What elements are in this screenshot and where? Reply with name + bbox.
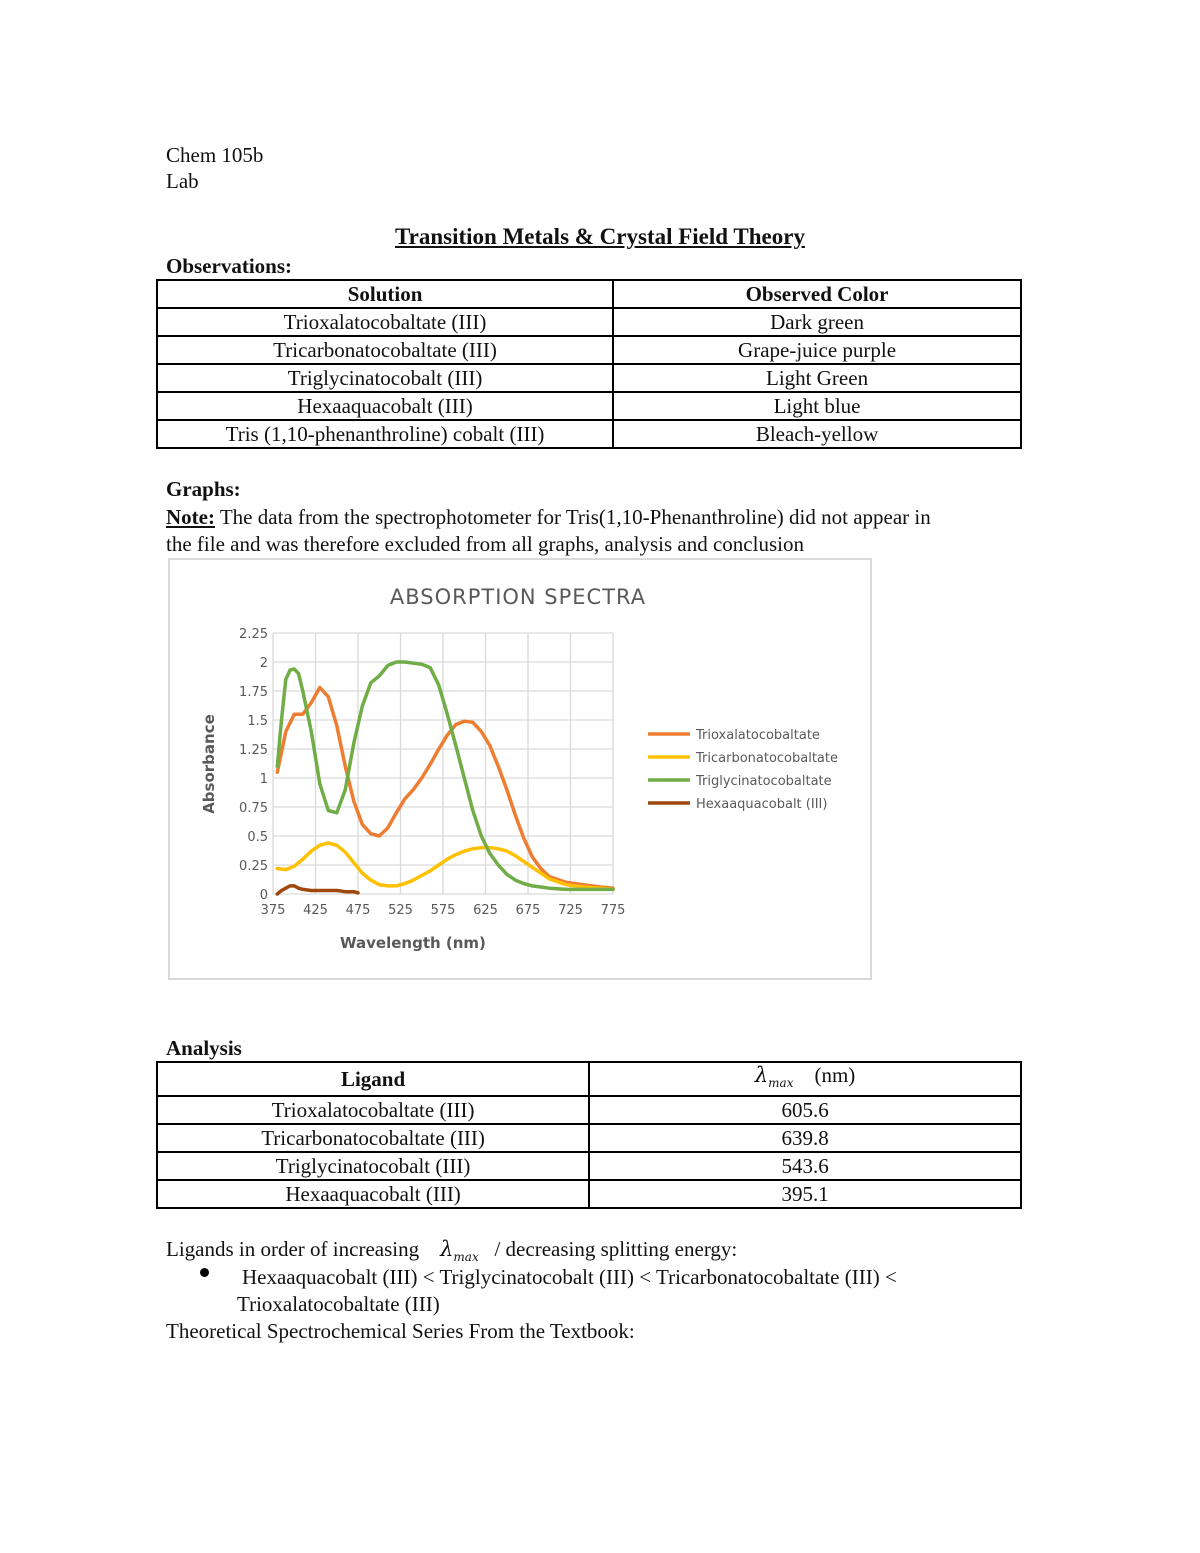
color-cell: Bleach-yellow xyxy=(613,420,1021,448)
series-line xyxy=(277,843,613,889)
color-cell: Light blue xyxy=(613,392,1021,420)
bullet-line-1: Hexaaquacobalt (III) < Triglycinatocobalt (III) < Tricarbonatocobaltate (III) < xyxy=(242,1265,897,1289)
chart-grid xyxy=(273,633,613,894)
x-tick-label: 575 xyxy=(430,903,456,918)
column-header: Ligand xyxy=(157,1062,589,1096)
legend-label: Hexaaquacobalt (III) xyxy=(696,797,828,812)
table-header-row xyxy=(157,280,1021,308)
lambda-cell: 543.6 xyxy=(589,1152,1021,1180)
bullet-icon xyxy=(200,1268,209,1277)
order-prefix: Ligands in order of increasing xyxy=(166,1237,420,1261)
chart-title: ABSORPTION SPECTRA xyxy=(389,585,647,609)
absorption-chart xyxy=(168,558,872,980)
lambda-symbol xyxy=(440,1237,479,1265)
lambda-char: λ xyxy=(440,1237,454,1261)
solution-cell: Tris (1,10-phenanthroline) cobalt (III) xyxy=(157,420,613,448)
table-header-row xyxy=(157,1062,1021,1096)
theoretical-series-label: Theoretical Spectrochemical Series From the Textbook: xyxy=(166,1319,635,1343)
graphs-heading: Graphs: xyxy=(166,477,241,501)
note-line-2: the file and was therefore excluded from all graphs, analysis and conclusion xyxy=(166,532,804,556)
note-line-1 xyxy=(166,504,931,530)
ligand-cell: Tricarbonatocobaltate (III) xyxy=(157,1124,589,1152)
unit-label: (nm) xyxy=(814,1063,856,1087)
course-name: Chem 105b xyxy=(166,143,264,167)
legend-label: Tricarbonatocobaltate xyxy=(696,751,838,766)
lambda-cell: 395.1 xyxy=(589,1180,1021,1208)
ligand-cell: Triglycinatocobalt (III) xyxy=(157,1152,589,1180)
lambda-cell: 605.6 xyxy=(589,1096,1021,1124)
x-tick-label: 675 xyxy=(515,903,541,918)
x-tick-label: 475 xyxy=(345,903,371,918)
column-header: Observed Color xyxy=(613,280,1021,308)
solution-cell: Triglycinatocobalt (III) xyxy=(157,364,613,392)
table-row xyxy=(157,1152,1021,1180)
page-title: Transition Metals & Crystal Field Theory xyxy=(395,224,805,249)
series-line xyxy=(277,688,613,889)
legend-label: Trioxalatocobaltate xyxy=(696,728,820,743)
solution-cell: Tricarbonatocobaltate (III) xyxy=(157,336,613,364)
y-tick-label: 0.25 xyxy=(239,859,268,874)
y-tick-label: 0 xyxy=(259,888,268,903)
note-label: Note: xyxy=(166,505,215,529)
y-tick-label: 1.5 xyxy=(247,714,268,729)
observations-heading: Observations: xyxy=(166,254,292,278)
table-row xyxy=(157,308,1021,336)
note-text: The data from the spectrophotometer for Tris(1,10-Phenanthroline) did not appear in xyxy=(214,505,931,529)
chart-svg xyxy=(170,560,870,978)
table-row xyxy=(157,364,1021,392)
lambda-subscript: max xyxy=(768,1076,794,1091)
legend-label: Triglycinatocobaltate xyxy=(696,774,832,789)
observations-table xyxy=(156,279,1022,449)
lambda-subscript: max xyxy=(453,1250,479,1265)
color-cell: Light Green xyxy=(613,364,1021,392)
table-row xyxy=(157,420,1021,448)
table-row xyxy=(157,1124,1021,1152)
solution-cell: Trioxalatocobaltate (III) xyxy=(157,308,613,336)
table-row xyxy=(157,1180,1021,1208)
x-axis-label: Wavelength (nm) xyxy=(340,934,486,952)
chart-legend xyxy=(648,728,838,812)
x-tick-label: 375 xyxy=(260,903,286,918)
y-tick-label: 0.75 xyxy=(239,801,268,816)
lambda-cell: 639.8 xyxy=(589,1124,1021,1152)
bullet-line-2: Trioxalatocobaltate (III) xyxy=(237,1292,440,1316)
color-cell: Grape-juice purple xyxy=(613,336,1021,364)
series-line xyxy=(277,886,358,894)
x-tick-label: 775 xyxy=(600,903,626,918)
column-header: Solution xyxy=(157,280,613,308)
lambda-symbol xyxy=(754,1063,794,1091)
y-axis-label: Absorbance xyxy=(200,714,218,814)
color-cell: Dark green xyxy=(613,308,1021,336)
ligand-cell: Hexaaquacobalt (III) xyxy=(157,1180,589,1208)
y-tick-label: 1.75 xyxy=(239,685,268,700)
order-suffix: / decreasing splitting energy: xyxy=(494,1237,738,1261)
x-tick-label: 725 xyxy=(558,903,583,918)
analysis-heading: Analysis xyxy=(166,1036,242,1060)
doc-type: Lab xyxy=(166,169,199,193)
solution-cell: Hexaaquacobalt (III) xyxy=(157,392,613,420)
table-row xyxy=(157,392,1021,420)
x-tick-label: 425 xyxy=(303,903,328,918)
y-tick-label: 2 xyxy=(259,656,268,671)
x-tick-label: 525 xyxy=(388,903,413,918)
lambda-max-header xyxy=(589,1062,1021,1096)
y-tick-label: 1.25 xyxy=(239,743,268,758)
x-tick-label: 625 xyxy=(473,903,498,918)
ligand-cell: Trioxalatocobaltate (III) xyxy=(157,1096,589,1124)
y-tick-label: 1 xyxy=(259,772,268,787)
table-row xyxy=(157,1096,1021,1124)
lambda-char: λ xyxy=(754,1063,769,1087)
y-tick-label: 0.5 xyxy=(247,830,268,845)
y-tick-label: 2.25 xyxy=(239,627,268,642)
table-row xyxy=(157,336,1021,364)
analysis-table xyxy=(156,1061,1022,1209)
